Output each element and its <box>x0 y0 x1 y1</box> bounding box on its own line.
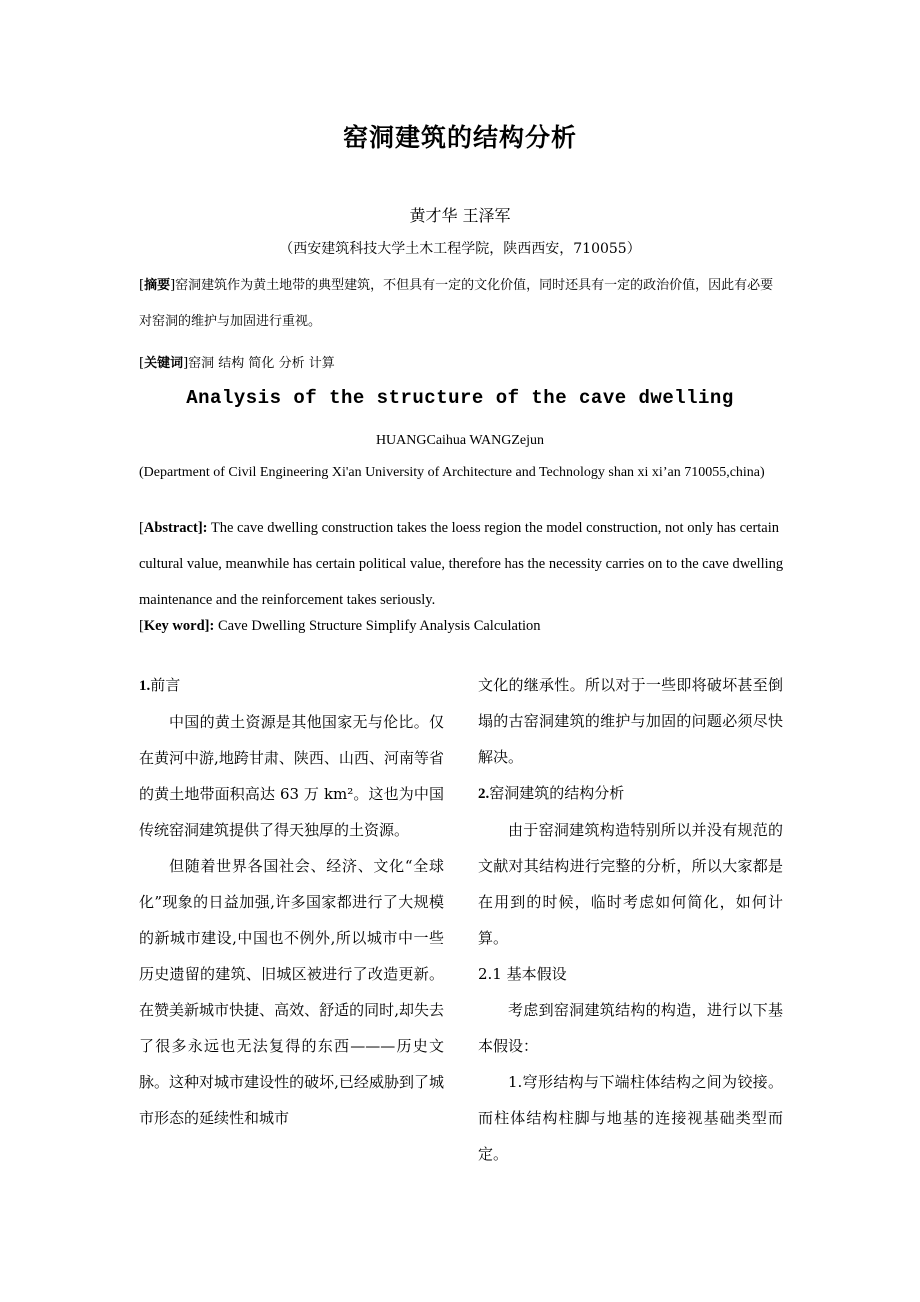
abstract-cn: [摘要]窑洞建筑作为黄土地带的典型建筑，不但具有一定的文化价值，同时还具有一定的政治价值，因此有必要对窑洞的维护与加固进行重视。 <box>139 278 774 329</box>
authors-cn: 黄才华 王泽军 <box>409 206 511 225</box>
abstract-en-text: The cave dwelling construction takes the loess region the model construction, not only has certain cultural value, meanwhile has certain political value, therefore has the necessity carries on to the cave dwelling maintenance and the reinforcement takes seriously. <box>139 520 784 608</box>
keywords-cn-text: 窑洞 结构 简化 分析 计算 <box>188 356 335 371</box>
section1-title: 前言 <box>150 676 181 694</box>
section2-paragraph-2: 考虑到窑洞建筑结构的构造，进行以下基本假设： <box>478 1001 783 1055</box>
keywords-en: [Key word]: Cave Dwelling Structure Simplify Analysis Calculation <box>139 618 541 634</box>
keywords-cn: [关键词]窑洞 结构 简化 分析 计算 <box>139 356 335 371</box>
section2-heading <box>478 775 783 812</box>
section2-title: 窑洞建筑的结构分析 <box>489 784 625 802</box>
section2-subheading: 2.1 基本假设 <box>478 965 567 983</box>
authors-en: HUANGCaihua WANGZejun <box>375 433 545 448</box>
section1-heading <box>139 667 444 704</box>
section2-paragraph-3: 1.穹形结构与下端柱体结构之间为铰接。而柱体结构柱脚与地基的连接视基础类型而定。 <box>478 1073 783 1163</box>
abstract-en: [Abstract]: The cave dwelling construction takes the loess region the model construction, not only has certain cultural value, meanwhile has certain political value, therefore has the necessity carries on to the cave dwelling maintenance and the reinforcement takes seriously. <box>139 520 784 608</box>
keywords-en-label: Key word <box>143 618 205 634</box>
abstract-en-label: Abstract <box>143 520 198 536</box>
section1-paragraph-1: 中国的黄土资源是其他国家无与伦比。仅在黄河中游,地跨甘肃、陕西、山西、河南等省的黄土地带面积高达 63 万 km²。这也为中国传统窑洞建筑提供了得天独厚的土资源。 <box>139 713 444 839</box>
abstract-cn-label: 摘要 <box>144 278 171 293</box>
section1-paragraph-2: 但随着世界各国社会、经济、文化“全球化”现象的日益加强,许多国家都进行了大规模的新城市建设,中国也不例外,所以城市中一些历史遗留的建筑、旧城区被进行了改造更新。在赞美新城市快捷、高效、舒适的同时,却失去了很多永远也无法复得的东西———历史文脉。这种对城市建设性的破坏,已经威胁到了城市形态的延续性和城市 <box>139 857 444 1127</box>
keywords-en-text: Cave Dwelling Structure Simplify Analysis Calculation <box>214 618 541 634</box>
page-title: 窑洞建筑的结构分析 <box>342 123 577 152</box>
right-column <box>478 667 783 1172</box>
title-en: Analysis of the structure of the cave dwelling <box>186 387 734 409</box>
affiliation-en: (Department of Civil Engineering Xi'an University of Architecture and Technology shan xi xi’an 710055,china) <box>139 465 765 480</box>
section2-paragraph-1: 由于窑洞建筑构造特别所以并没有规范的文献对其结构进行完整的分析，所以大家都是在用到的时候，临时考虑如何简化，如何计算。 <box>478 821 783 947</box>
abstract-cn-text: 窑洞建筑作为黄土地带的典型建筑，不但具有一定的文化价值，同时还具有一定的政治价值，因此有必要对窑洞的维护与加固进行重视。 <box>139 278 774 329</box>
left-column <box>139 667 444 1136</box>
section2-num: 2. <box>478 786 490 802</box>
section1-num: 1. <box>139 678 151 694</box>
section1-paragraph-2-cont: 文化的继承性。所以对于一些即将破坏甚至倒塌的古窑洞建筑的维护与加固的问题必须尽快解决。 <box>478 676 783 766</box>
keywords-cn-label: 关键词 <box>144 356 184 371</box>
affiliation-cn: （西安建筑科技大学土木工程学院，陕西西安，710055） <box>279 241 641 257</box>
